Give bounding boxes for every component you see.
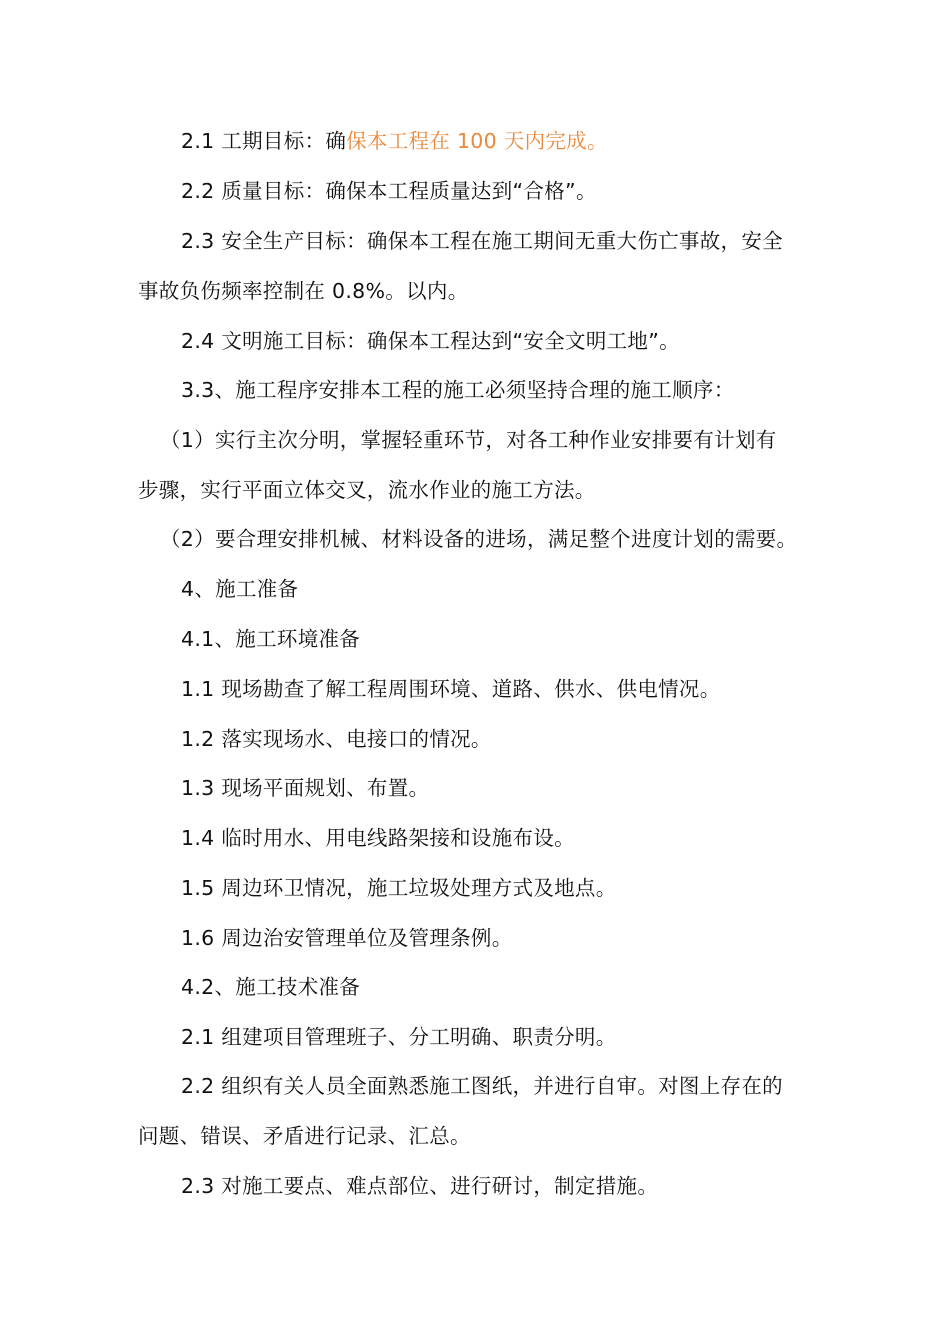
tech-item-2-2-line2: 问题、错误、矛盾进行记录、汇总。 [138, 1124, 471, 1148]
subsection-heading-environment: 4.1、施工环境准备 [181, 627, 361, 651]
procedure-item-2: （2）要合理安排机械、材料设备的进场，满足整个进度计划的需要。 [160, 527, 798, 551]
section-heading-preparation: 4、施工准备 [181, 577, 299, 601]
goal-safety-line2: 事故负伤频率控制在 0.8%。以内。 [138, 279, 469, 303]
procedure-item-1-line1: （1）实行主次分明，掌握轻重环节，对各工种作业安排要有计划有 [160, 428, 777, 452]
env-item-1-3: 1.3 现场平面规划、布置。 [181, 776, 430, 800]
tech-item-2-1: 2.1 组建项目管理班子、分工明确、职责分明。 [181, 1025, 617, 1049]
heading-procedure: 3.3、施工程序安排本工程的施工必须坚持合理的施工顺序： [181, 378, 735, 402]
goal-safety-line1: 2.3 安全生产目标：确保本工程在施工期间无重大伤亡事故，安全 [181, 229, 783, 253]
tech-item-2-2-line1: 2.2 组织有关人员全面熟悉施工图纸，并进行自审。对图上存在的 [181, 1074, 783, 1098]
procedure-item-1-line2: 步骤，实行平面立体交叉，流水作业的施工方法。 [138, 478, 596, 502]
goal-schedule: 2.1 工期目标：确保本工程在 100 天内完成。 [181, 129, 608, 153]
env-item-1-2: 1.2 落实现场水、电接口的情况。 [181, 727, 492, 751]
env-item-1-6: 1.6 周边治安管理单位及管理条例。 [181, 926, 513, 950]
goal-civilized: 2.4 文明施工目标：确保本工程达到“安全文明工地”。 [181, 329, 680, 353]
highlighted-text: 保本工程在 100 天内完成。 [346, 129, 608, 153]
goal-quality: 2.2 质量目标：确保本工程质量达到“合格”。 [181, 179, 597, 203]
env-item-1-1: 1.1 现场勘查了解工程周围环境、道路、供水、供电情况。 [181, 677, 721, 701]
subsection-heading-technical: 4.2、施工技术准备 [181, 975, 361, 999]
tech-item-2-3: 2.3 对施工要点、难点部位、进行研讨，制定措施。 [181, 1174, 659, 1198]
env-item-1-5: 1.5 周边环卫情况，施工垃圾处理方式及地点。 [181, 876, 617, 900]
env-item-1-4: 1.4 临时用水、用电线路架接和设施布设。 [181, 826, 575, 850]
